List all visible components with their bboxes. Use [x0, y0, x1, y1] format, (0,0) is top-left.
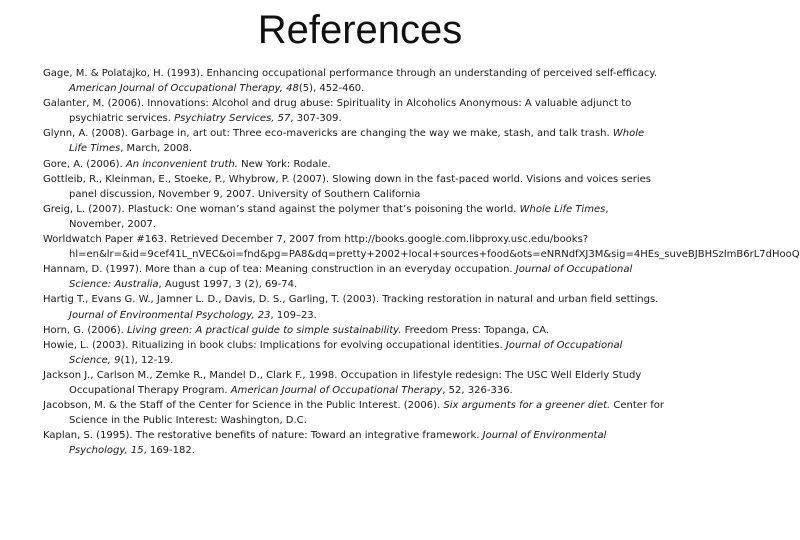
reference-text: Greig, L. (2007). Plastuck: One woman’s stand against the polymer that’s poisoning the world.: [43, 203, 520, 215]
reference-source-italic: American Journal of Occupational Therapy: [230, 384, 443, 396]
reference-text: Worldwatch Paper #163. Retrieved December 7, 2007 from http://books.google.com.libproxy.usc.edu/books?hl=en&lr=&id=9cef41L_nVEC&oi=fnd&pg=PA8&dq=pretty+2002+local+sources+food&ots=eNRNdfXJ3M&sig=4HEs_suveBJBHSzImB6rL7dHooQ: [43, 234, 800, 261]
reference-source-italic: Whole Life Times: [519, 203, 606, 215]
reference-text: Jacobson, M. & the Staff of the Center for Science in the Public Interest. (2006).: [43, 400, 444, 412]
reference-source-italic: Whole Life Times: [69, 128, 645, 155]
reference-text: Howie, L. (2003). Ritualizing in book clubs: Implications for evolving occupational identities.: [43, 339, 506, 351]
reference-text: Freedom Press: Topanga, CA.: [401, 324, 550, 336]
reference-source-italic: Journal of Occupational Science: Australia: [69, 264, 633, 291]
reference-text: Horn, G. (2006).: [43, 324, 127, 336]
reference-text: , August 1997, 3 (2), 69-74.: [158, 279, 298, 291]
reference-text: Jackson J., Carlson M., Zemke R., Mandel D., Clark F., 1998. Occupation in lifestyle redesign: The USC Well Elderly Study Occupational Therapy Program.: [43, 369, 642, 396]
slide-title: References: [257, 8, 463, 52]
reference-item: [43, 338, 665, 368]
reference-item: [43, 262, 665, 292]
reference-text: Hartig T., Evans G. W., Jamner L. D., Davis, D. S., Garling, T. (2003). Tracking restoration in natural and urban field settings.: [43, 294, 659, 306]
reference-text: (1), 12-19.: [120, 354, 174, 366]
reference-text: Galanter, M. (2006). Innovations: Alcohol and drug abuse: Spirituality in Alcoholics Anonymous: A valuable adjunct to psychiatric services.: [43, 98, 632, 125]
reference-source-italic: Journal of Environmental Psychology, 23: [69, 309, 271, 321]
reference-source-italic: Six arguments for a greener diet.: [443, 400, 611, 412]
reference-item: [43, 368, 665, 398]
reference-text: (5), 452-460.: [298, 83, 365, 95]
reference-item: [43, 157, 665, 172]
reference-item: [43, 202, 665, 232]
reference-text: Gottleib, R., Kleinman, E., Stoeke, P., Whybrow, P. (2007). Slowing down in the fast-paced world. Visions and voices series panel discussion, November 9, 2007. University of Southern California: [43, 173, 651, 200]
reference-item: [43, 172, 665, 202]
reference-item: [43, 126, 665, 156]
reference-text: Kaplan, S. (1995). The restorative benefits of nature: Toward an integrative framework.: [43, 430, 483, 442]
reference-item: [43, 398, 665, 428]
reference-source-italic: American Journal of Occupational Therapy, 48: [69, 83, 299, 95]
reference-item: [43, 323, 665, 338]
reference-text: Gage, M. & Polatajko, H. (1993). Enhancing occupational performance through an understanding of perceived self-efficacy.: [43, 68, 657, 79]
reference-text: Hannam, D. (1997). More than a cup of tea: Meaning construction in an everyday occupation.: [43, 264, 516, 276]
reference-item: [43, 292, 665, 322]
reference-text: New York: Rodale.: [237, 158, 331, 170]
reference-text: , 52, 326-336.: [442, 384, 513, 396]
reference-item: [43, 232, 800, 262]
reference-source-italic: Journal of Environmental Psychology, 15: [69, 430, 607, 457]
reference-text: , 109–23.: [270, 309, 317, 321]
reference-text: Glynn, A. (2008). Garbage in, art out: Three eco-mavericks are changing the way we make, stash, and talk trash.: [43, 128, 613, 140]
reference-source-italic: Journal of Occupational Science, 9: [69, 339, 623, 366]
reference-list: [43, 66, 800, 458]
reference-item: [43, 96, 665, 126]
reference-text: , 169-182.: [143, 445, 195, 457]
reference-source-italic: Psychiatry Services, 57: [174, 113, 291, 125]
reference-text: Center for Science in the Public Interest: Washington, D.C.: [69, 400, 664, 427]
reference-text: Gore, A. (2006).: [43, 158, 126, 170]
reference-text: , November, 2007.: [69, 203, 609, 230]
reference-source-italic: An inconvenient truth.: [125, 158, 238, 170]
reference-source-italic: Living green: A practical guide to simple sustainability.: [126, 324, 402, 336]
reference-item: [43, 66, 665, 96]
reference-text: , March, 2008.: [120, 143, 193, 155]
reference-text: , 307-309.: [290, 113, 342, 125]
reference-item: [43, 428, 665, 458]
